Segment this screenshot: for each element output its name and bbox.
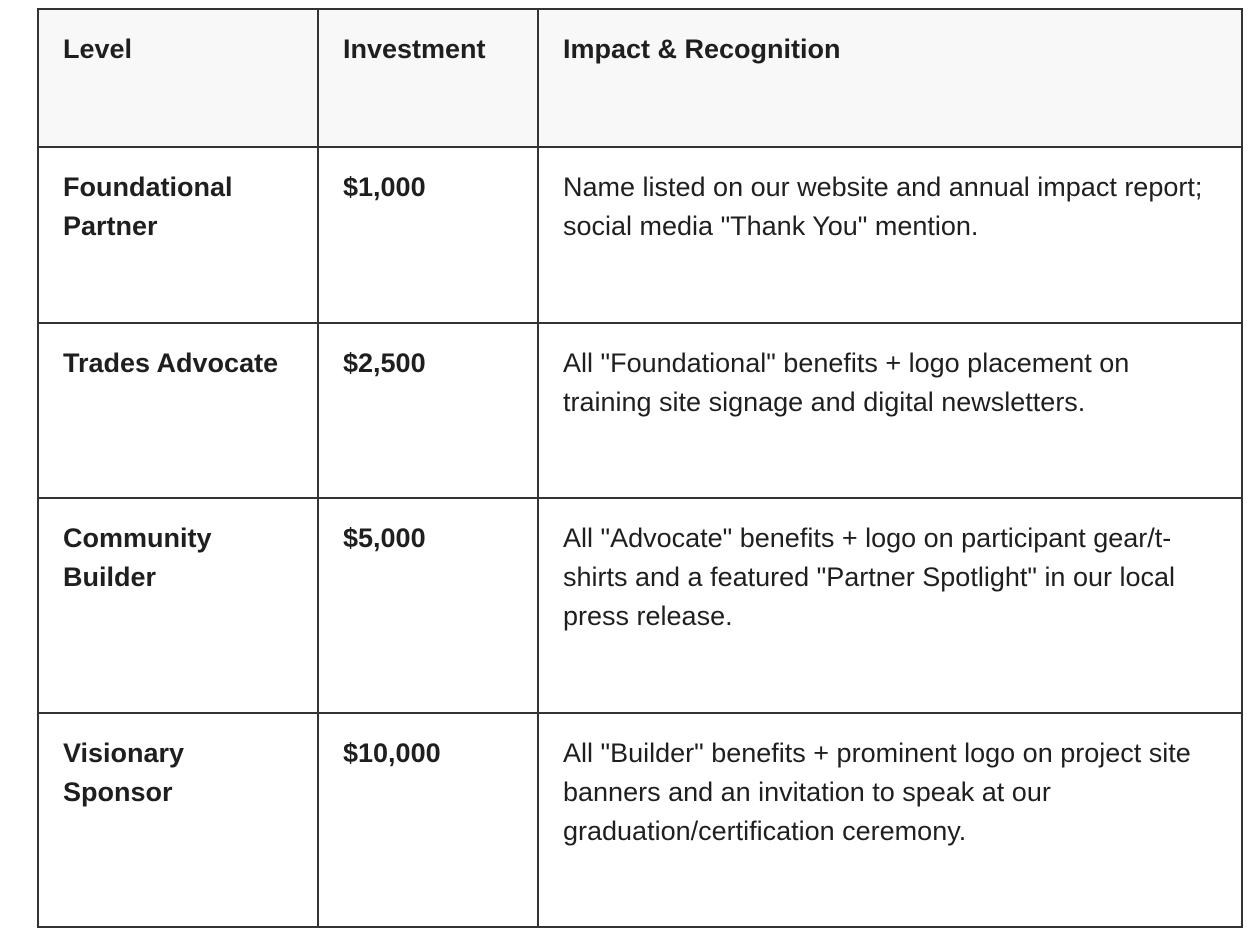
investment-cell: $1,000 xyxy=(318,147,538,323)
table-row xyxy=(38,713,1242,927)
investment-cell: $5,000 xyxy=(318,498,538,713)
header-impact: Impact & Recognition xyxy=(538,9,1242,147)
investment-cell: $2,500 xyxy=(318,323,538,498)
header-investment: Investment xyxy=(318,9,538,147)
investment-cell: $10,000 xyxy=(318,713,538,927)
level-cell: Foundational Partner xyxy=(38,147,318,323)
table-row xyxy=(38,498,1242,713)
impact-cell: Name listed on our website and annual impact report; social media "Thank You" mention. xyxy=(538,147,1242,323)
impact-cell: All "Foundational" benefits + logo placement on training site signage and digital newsletters. xyxy=(538,323,1242,498)
level-cell: Community Builder xyxy=(38,498,318,713)
sponsorship-levels-table xyxy=(37,8,1243,928)
level-cell: Visionary Sponsor xyxy=(38,713,318,927)
impact-cell: All "Builder" benefits + prominent logo on project site banners and an invitation to speak at our graduation/certification ceremony. xyxy=(538,713,1242,927)
impact-cell: All "Advocate" benefits + logo on participant gear/t-shirts and a featured "Partner Spotlight" in our local press release. xyxy=(538,498,1242,713)
table-header-row xyxy=(38,9,1242,147)
table-row xyxy=(38,147,1242,323)
header-level: Level xyxy=(38,9,318,147)
table-row xyxy=(38,323,1242,498)
level-cell: Trades Advocate xyxy=(38,323,318,498)
